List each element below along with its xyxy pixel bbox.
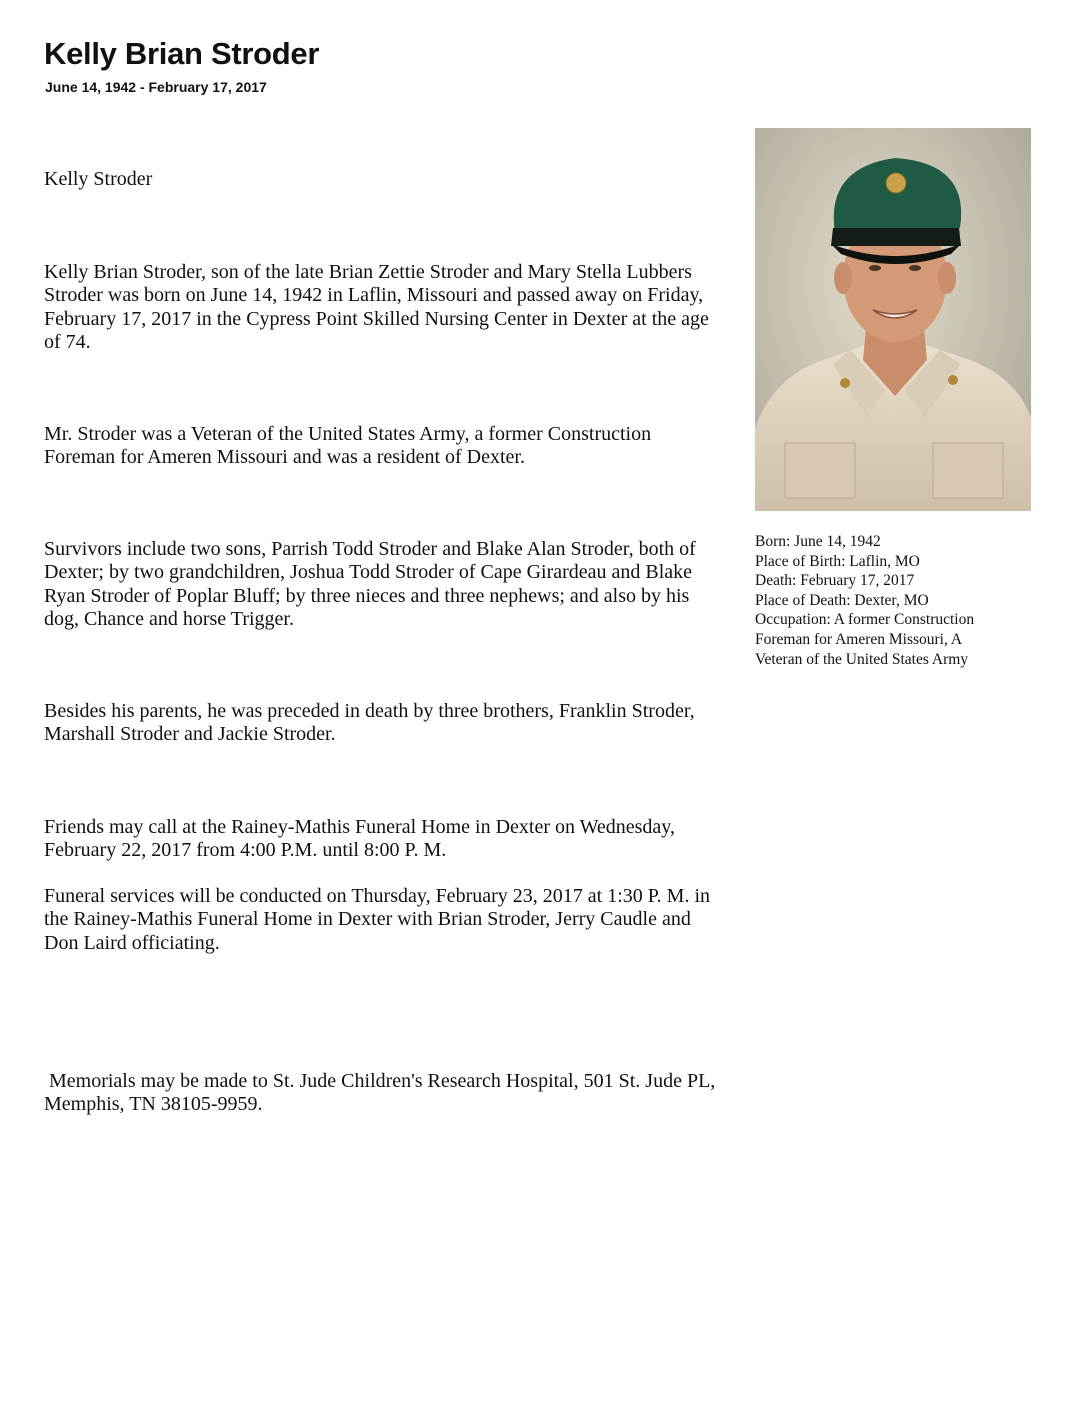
fact-occupation-line-2: Foreman for Ameren Missouri, A	[755, 630, 963, 648]
obituary-paragraph-birth-death: Kelly Brian Stroder, son of the late Brian Zettie Stroder and Mary Stella Lubbers Stroder was born on June 14, 1942 in Laflin, Missouri and passed away on Friday, February 17, 2017 in the Cypress Point Skilled Nursing Center in Dexter at the age of 74.	[44, 261, 709, 353]
fact-born: Born: June 14, 1942	[755, 533, 881, 550]
fact-death: Death: February 17, 2017	[755, 572, 915, 590]
fact-occupation-line-1: Occupation: A former Construction	[755, 611, 975, 629]
name-line: Kelly Stroder	[44, 168, 153, 190]
obituary-paragraph-career: Mr. Stroder was a Veteran of the United States Army, a former Construction Foreman for Ameren Missouri and was a resident of Dexter.	[44, 423, 652, 469]
obituary-paragraph-funeral: Funeral services will be conducted on Thursday, February 23, 2017 at 1:30 P. M. in the Rainey-Mathis Funeral Home in Dexter with Brian Stroder, Jerry Caudle and Don Laird officiating.	[44, 885, 710, 954]
portrait-photo	[755, 128, 1031, 511]
page-title: Kelly Brian Stroder	[44, 36, 320, 71]
fact-place-of-death: Place of Death: Dexter, MO	[755, 591, 929, 609]
obituary-paragraph-memorials: Memorials may be made to St. Jude Children's Research Hospital, 501 St. Jude PL, Memphis, TN 38105-9959.	[44, 1070, 721, 1116]
obituary-paragraph-preceded: Besides his parents, he was preceded in death by three brothers, Franklin Stroder, Marshall Stroder and Jackie Stroder.	[44, 700, 695, 746]
fact-place-of-birth: Place of Birth: Laflin, MO	[755, 552, 920, 570]
vital-facts	[755, 532, 1055, 669]
obituary-paragraph-visitation: Friends may call at the Rainey-Mathis Funeral Home in Dexter on Wednesday, February 22, 2017 from 4:00 P.M. until 8:00 P. M.	[44, 816, 676, 862]
obituary-paragraph-survivors: Survivors include two sons, Parrish Todd Stroder and Blake Alan Stroder, both of Dexter; by two grandchildren, Joshua Todd Stroder of Cape Girardeau and Blake Ryan Stroder of Poplar Bluff; by three nieces and three nephews; and also by his dog, Chance and horse Trigger.	[44, 538, 696, 630]
life-dates: June 14, 1942 - February 17, 2017	[45, 79, 267, 95]
fact-occupation-line-3: Veteran of the United States Army	[755, 650, 969, 668]
